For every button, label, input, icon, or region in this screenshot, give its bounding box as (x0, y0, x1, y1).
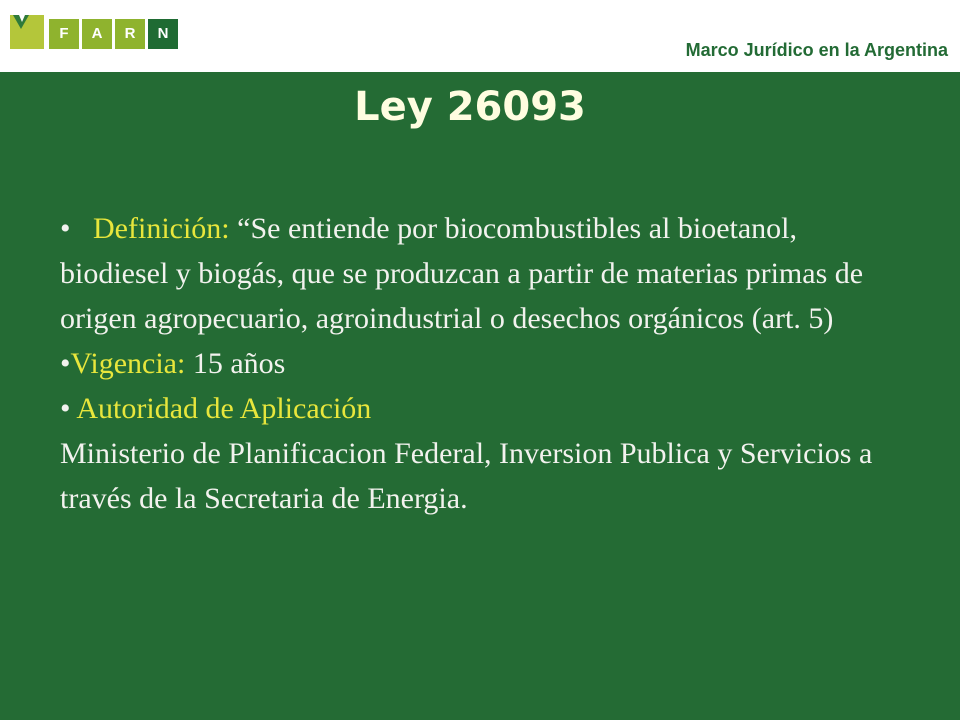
bullet-label-definicion: Definición: (93, 212, 230, 245)
bullet-label-vigencia: Vigencia: (70, 347, 186, 380)
slide-title: Ley 26093 (354, 84, 586, 130)
bullet-marker: • (60, 347, 71, 380)
logo-mark-icon (10, 15, 44, 49)
bullet-marker: • (60, 212, 71, 245)
bullet-autoridad (60, 386, 900, 431)
slide-content (0, 72, 960, 720)
bullet-definicion (60, 206, 900, 341)
logo-letter-a: A (82, 19, 112, 49)
farn-logo (10, 13, 178, 49)
logo-letter-f: F (49, 19, 79, 49)
bullet-vigencia (60, 341, 900, 386)
autoridad-paragraph: Ministerio de Planificacion Federal, Inversion Publica y Servicios a través de la Secretaria de Energia. (60, 437, 873, 515)
bullet-label-autoridad: Autoridad de Aplicación (76, 392, 372, 425)
bullet-marker: • (60, 392, 71, 425)
header (0, 0, 960, 72)
logo-letter-r: R (115, 19, 145, 49)
bullet-text-vigencia: 15 años (192, 347, 286, 380)
bullet-text-definicion: “Se entiende por biocombustibles al bioetanol, biodiesel y biogás, que se produzcan a partir de materias primas de origen agropecuario, agroindustrial o desechos orgánicos (art. 5) (60, 212, 864, 335)
header-subtitle: Marco Jurídico en la Argentina (685, 40, 948, 60)
logo-letter-n: N (148, 19, 178, 49)
slide-body (60, 206, 900, 521)
